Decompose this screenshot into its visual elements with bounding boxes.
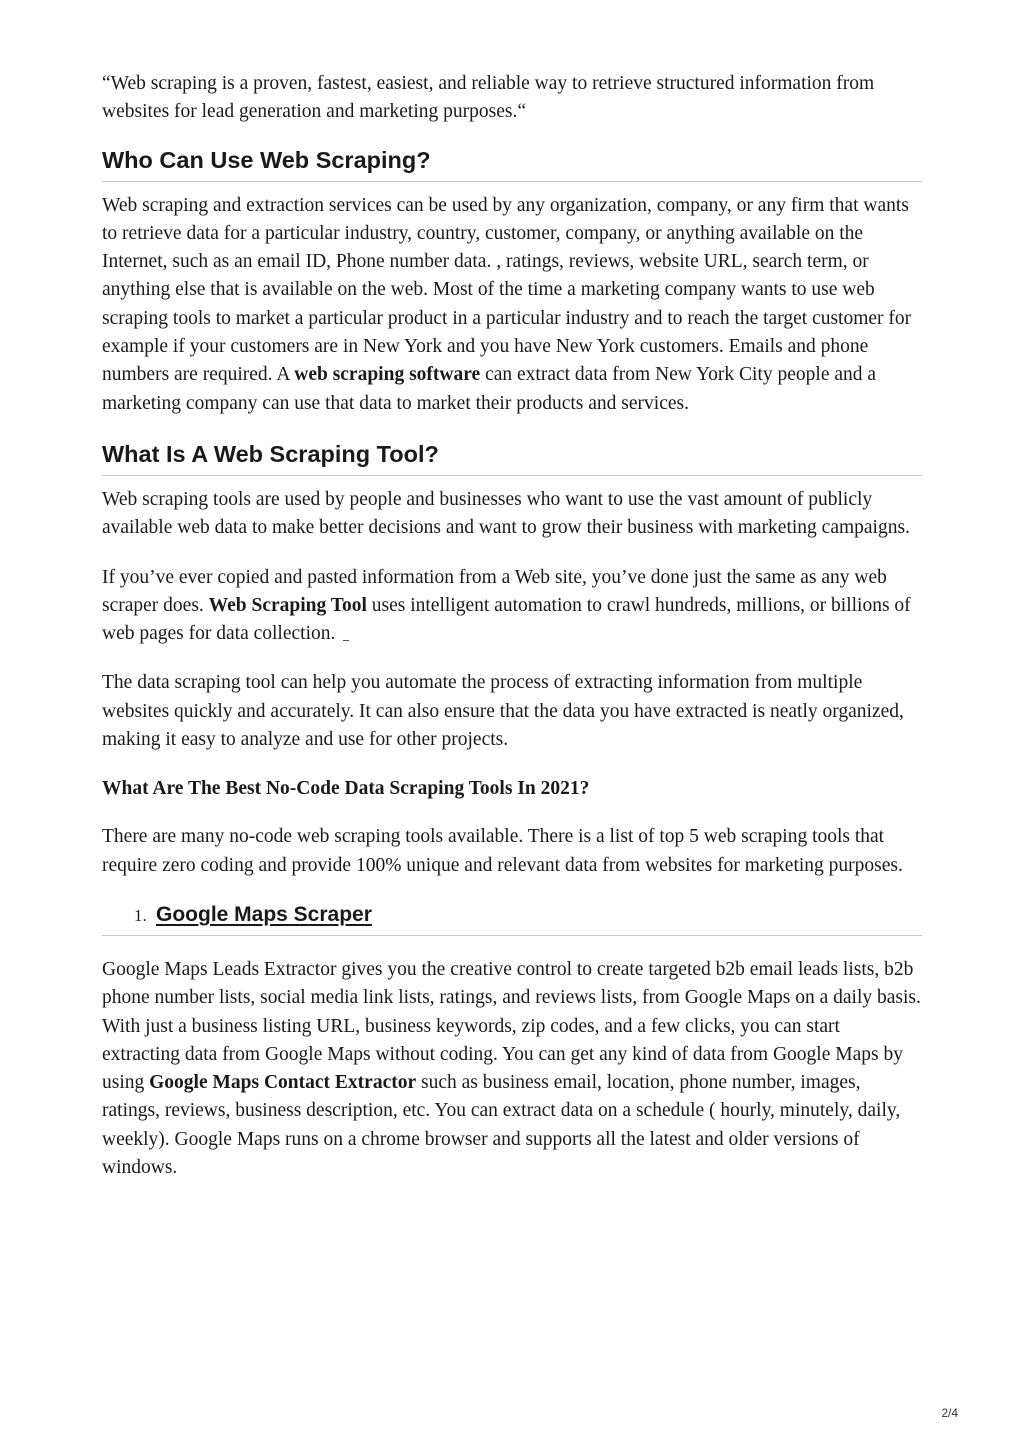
best-tools-subheading: What Are The Best No-Code Data Scraping Tools In 2021? — [102, 778, 590, 800]
web-scraping-tool-bold: Web Scraping Tool — [208, 594, 367, 616]
google-maps-text-start: Google Maps Leads Extractor gives you the creative control to create targeted b2b email leads lists, b2b phone number lists, social media link lists, ratings, and reviews lists, from Google Maps on a daily basis. With just a business listing URL, business keywords, zip codes, and a few clicks, you can start extracting data from Google Maps without coding. You can get any kind of data from Google Maps by using — [102, 958, 921, 1094]
page-number: 2/4 — [941, 1406, 958, 1420]
who-can-use-text-start: Web scraping and extraction services can be used by any organization, company, or any firm that wants to retrieve data for a particular industry, country, customer, company, or anything available on the Internet, such as an email ID, Phone number data. , ratings, reviews, website URL, search term, or anything else that is available on the web. Most of the time a marketing company wants to use web scraping tools to market a particular product in a particular industry and to reach the target customer for example if your customers are in New York and you have New York customers. Emails and phone numbers are required. A — [102, 194, 912, 386]
list-number: 1. — [134, 905, 147, 925]
web-scraping-software-bold: web scraping software — [294, 364, 481, 386]
google-maps-scraper-link[interactable]: Google Maps Scraper — [156, 902, 372, 926]
what-is-tool-p2-start: If you’ve ever copied and pasted information from a Web site, you’ve done just the same as any web scraper does. — [102, 566, 887, 616]
section-heading-what-is-tool: What Is A Web Scraping Tool? — [102, 439, 922, 476]
what-is-tool-paragraph-2 — [102, 564, 922, 649]
google-maps-text-end: such as business email, location, phone number, images, ratings, reviews, business description, etc. You can extract data on a schedule ( hourly, minutely, daily, weekly). Google Maps runs on a chrome browser and supports all the latest and older versions of windows. — [102, 1072, 901, 1179]
google-maps-contact-extractor-bold: Google Maps Contact Extractor — [149, 1072, 417, 1094]
intro-quote — [102, 70, 922, 127]
who-can-use-text-end: can extract data from New York City people and a marketing company can use that data to market their products and services. — [102, 364, 877, 414]
what-is-tool-paragraph-1: Web scraping tools are used by people and businesses who want to use the vast amount of publicly available web data to make better decisions and want to grow their business with marketing campaigns. — [102, 488, 910, 539]
what-is-tool-paragraph-3: The data scraping tool can help you automate the process of extracting information from multiple websites quickly and accurately. It can also ensure that the data you have extracted is neatly organized, making it easy to analyze and use for other projects. — [102, 672, 904, 751]
who-can-use-paragraph — [102, 192, 922, 418]
section-heading-who-can-use: Who Can Use Web Scraping? — [102, 145, 922, 182]
document-page — [102, 70, 922, 1203]
google-maps-scraper-paragraph — [102, 956, 922, 1182]
what-is-tool-p2-end: uses intelligent automation to crawl hundreds, millions, or billions of web pages for data collection. — [102, 594, 911, 645]
intro-quote-text: “Web scraping is a proven, fastest, easiest, and reliable way to retrieve structured information from websites for lead generation and marketing purposes.“ — [102, 73, 875, 123]
best-tools-paragraph: There are many no-code web scraping tools available. There is a list of top 5 web scraping tools that require zero coding and provide 100% unique and relevant data from websites for marketing purposes. — [102, 826, 903, 876]
stray-mark — [343, 640, 349, 641]
list-item-google-maps-scraper — [102, 901, 922, 936]
